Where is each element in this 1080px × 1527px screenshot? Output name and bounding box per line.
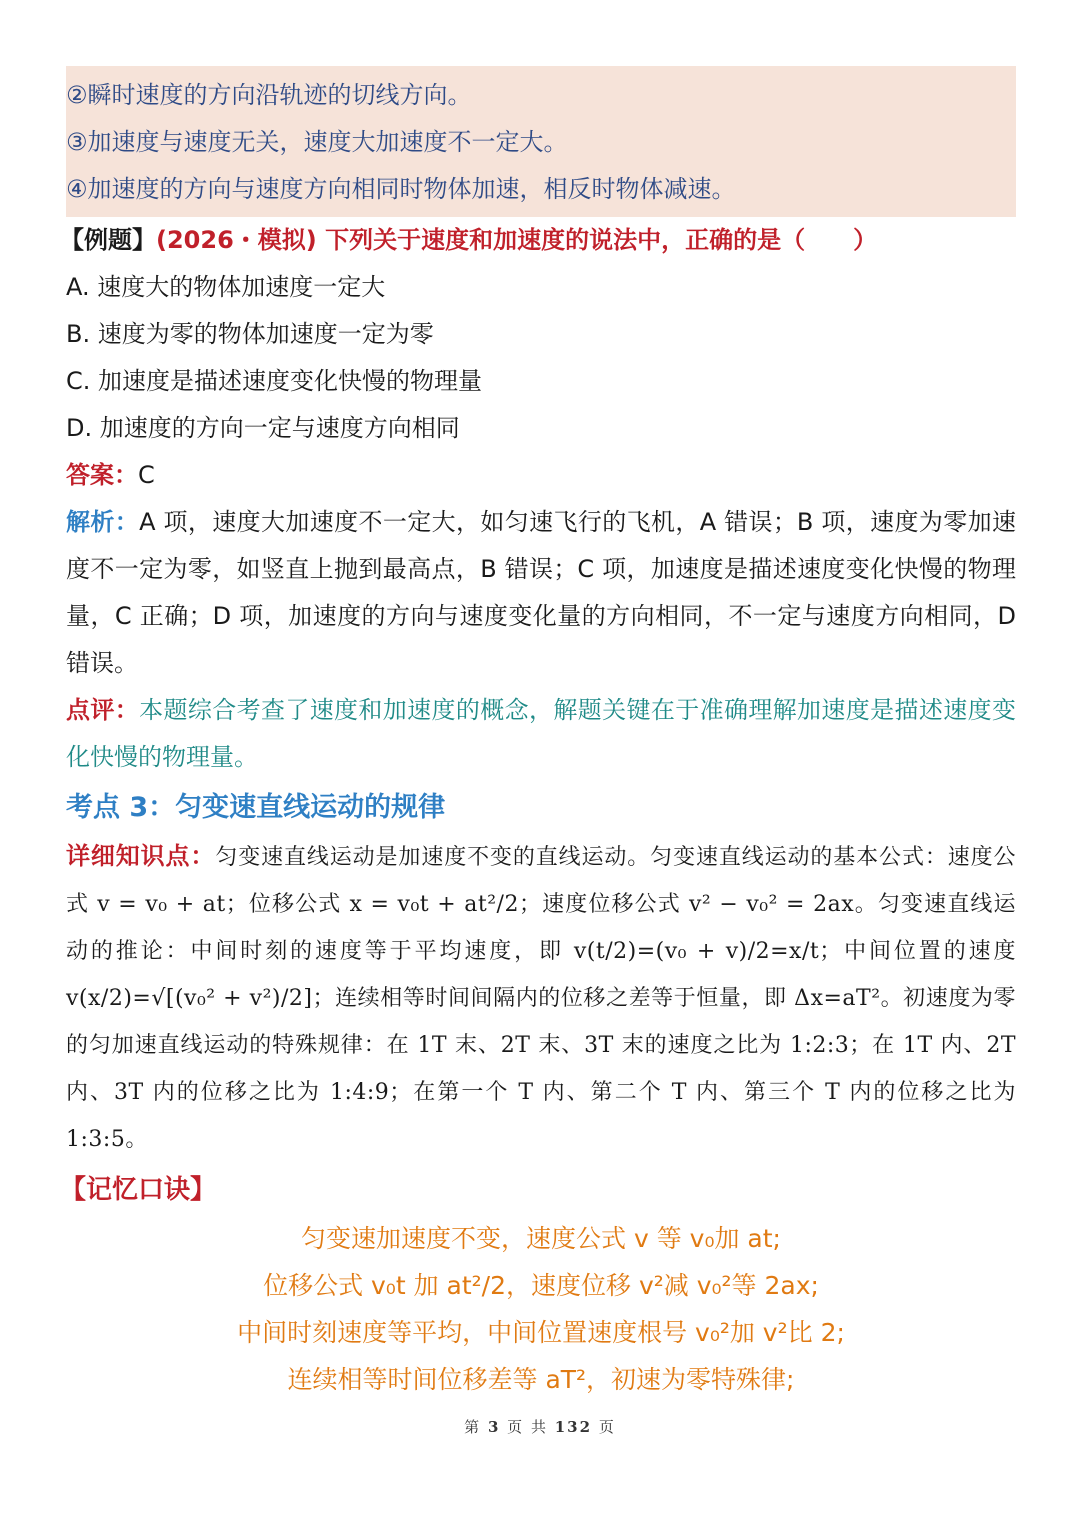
analysis-label: 解析：: [66, 508, 140, 536]
detail-text: 匀变速直线运动是加速度不变的直线运动。匀变速直线运动的基本公式：速度公式 v = v₀ + at；位移公式 x = v₀t + at²/2；速度位移公式 v² − v₀² = 2ax。匀变速直线运动的推论：中间时刻的速度等于平均速度，即 v(t/2)=(v₀ + v)/2=x/t；中间位置的速度 v(x/2)=√[(v₀² + v²)/2]；连续相等时间间隔内的位移之差等于恒量，即 Δx=aT²。初速度为零的匀加速直线运动的特殊规律：在 1T 末、2T 末、3T 末的速度之比为 1:2:3；在 1T 内、2T 内、3T 内的位移之比为 1:4:9；在第一个 T 内、第二个 T 内、第三个 T 内的位移之比为 1:3:5。: [66, 845, 1016, 1152]
key-point-3: ③加速度与速度无关，速度大加速度不一定大。: [66, 128, 568, 156]
footer-page-number: 3: [487, 1418, 501, 1436]
page-footer: [0, 1416, 1080, 1437]
comment: [66, 687, 1016, 781]
memo-lines: [66, 1215, 1016, 1403]
analysis: [66, 499, 1016, 687]
example-question-text: (2026・模拟) 下列关于速度和加速度的说法中，正确的是（ ）: [156, 226, 878, 254]
footer-total-pages: 132: [554, 1418, 593, 1436]
memo-line-2: 位移公式 v₀t 加 at²/2，速度位移 v²减 v₀²等 2ax;: [263, 1271, 819, 1300]
comment-label: 点评：: [66, 696, 140, 724]
footer-suffix: 页: [598, 1418, 616, 1436]
option-c: C. 加速度是描述速度变化快慢的物理量: [66, 367, 483, 395]
key-points-highlight: [66, 66, 1016, 217]
memo-line-3: 中间时刻速度等平均，中间位置速度根号 v₀²加 v²比 2;: [237, 1318, 845, 1347]
analysis-text: A 项，速度大加速度不一定大，如匀速飞行的飞机，A 错误；B 项，速度为零加速度不一定为零，如竖直上抛到最高点，B 错误；C 项，加速度是描述速度变化快慢的物理量，C 正确；D 项，加速度的方向与速度变化量的方向相同，不一定与速度方向相同，D 错误。: [66, 508, 1017, 677]
option-b: B. 速度为零的物体加速度一定为零: [66, 320, 434, 348]
option-d: D. 加速度的方向一定与速度方向相同: [66, 414, 460, 442]
memo-line-1: 匀变速加速度不变，速度公式 v 等 v₀加 at;: [301, 1224, 781, 1253]
memo-title: 【记忆口诀】: [60, 1175, 217, 1205]
footer-prefix: 第: [464, 1418, 482, 1436]
option-a: A. 速度大的物体加速度一定大: [66, 273, 386, 301]
answer-label: 答案：: [66, 461, 138, 489]
example-label: 【例题】: [60, 226, 156, 254]
memo-line-4: 连续相等时间位移差等 aT²，初速为零特殊律;: [287, 1365, 795, 1394]
section-heading: 考点 3：匀变速直线运动的规律: [66, 792, 446, 823]
key-point-2: ②瞬时速度的方向沿轨迹的切线方向。: [66, 81, 472, 109]
key-point-4: ④加速度的方向与速度方向相同时物体加速，相反时物体减速。: [66, 175, 736, 203]
detail-label: 详细知识点：: [66, 842, 216, 870]
document-page: [60, 66, 1017, 1403]
detail-knowledge: [66, 833, 1016, 1163]
example-question: [60, 217, 1016, 264]
footer-middle: 页 共: [507, 1418, 548, 1436]
answer: [66, 452, 1016, 499]
comment-text: 本题综合考查了速度和加速度的概念，解题关键在于准确理解加速度是描述速度变化快慢的物理量。: [66, 696, 1017, 771]
answer-value: C: [138, 461, 155, 489]
